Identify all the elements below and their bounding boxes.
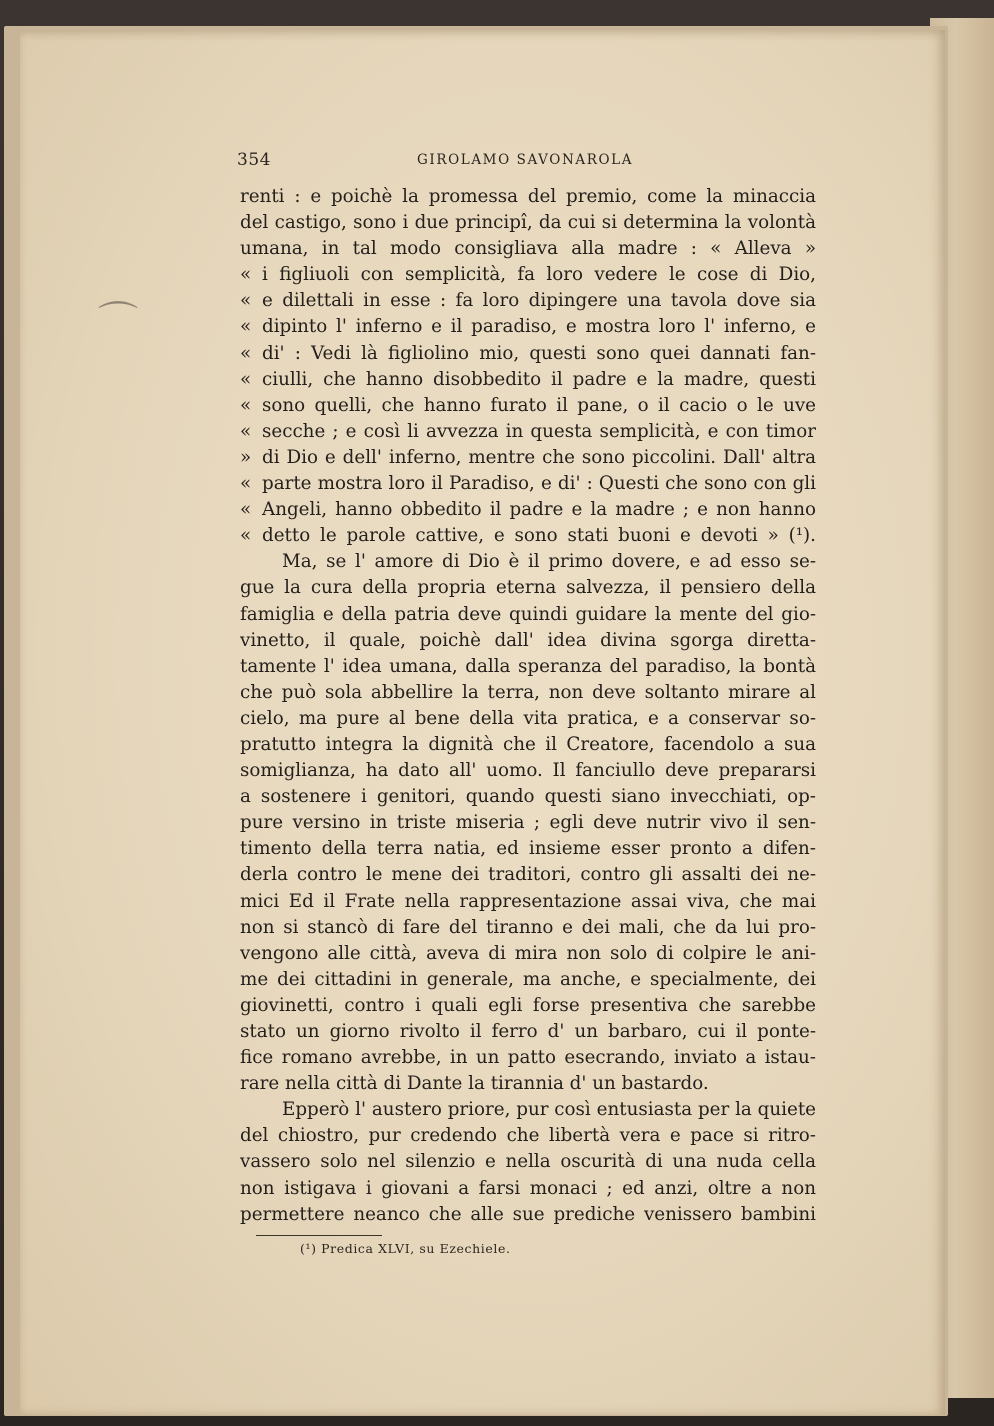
line-text: pure versino in triste miseria ; egli deve nutrir vivo il sen- (240, 812, 816, 834)
text-line (240, 575, 816, 601)
text-line (240, 680, 816, 706)
quote-mark: « (240, 473, 252, 495)
running-title: GIROLAMO SAVONAROLA (417, 152, 634, 168)
text-line (240, 549, 816, 575)
line-text: i figliuoli con semplicità, fa loro vedere le cose di Dio, (262, 264, 816, 286)
line-text: Angeli, hanno obbedito il padre e la madre ; e non hanno (262, 499, 816, 521)
line-text: di Dio e dell' inferno, mentre che sono piccolini. Dall' altra (262, 446, 816, 468)
line-text: dipinto l' inferno e il paradiso, e mostra loro l' inferno, e (262, 316, 816, 338)
text-line (240, 1071, 816, 1097)
text-line (240, 367, 816, 393)
text-line (240, 497, 816, 523)
text-line (240, 836, 816, 862)
line-text: fice romano avrebbe, in un patto esecrando, inviato a istau- (240, 1047, 816, 1069)
line-text: vinetto, il quale, poichè dall' idea divina sgorga diretta- (240, 629, 816, 651)
text-line (240, 393, 816, 419)
line-text: gue la cura della propria eterna salvezza, il pensiero della (240, 577, 816, 599)
line-text: timento della terra natia, ed insieme esser pronto a difen- (240, 838, 816, 860)
text-line (240, 602, 816, 628)
quote-mark: « (240, 264, 252, 286)
quote-mark: « (240, 316, 252, 338)
quote-mark: » (240, 446, 252, 468)
text-line (240, 1123, 816, 1149)
line-text: a sostenere i genitori, quando questi siano invecchiati, op- (240, 786, 816, 808)
footnote: (¹) Predica XLVI, su Ezechiele. (300, 1241, 511, 1256)
text-line (240, 1176, 816, 1202)
text-line (240, 915, 816, 941)
text-line (240, 810, 816, 836)
line-text: mici Ed il Frate nella rappresentazione assai viva, che mai (240, 890, 816, 912)
text-line (240, 419, 816, 445)
line-text: permettere neanco che alle sue prediche venissero bambini (240, 1203, 816, 1225)
quote-mark: « (240, 290, 252, 312)
line-text: Ma, se l' amore di Dio è il primo dovere, e ad esso se- (282, 551, 816, 573)
running-head (237, 150, 827, 174)
text-line (240, 288, 816, 314)
line-text: me dei cittadini in generale, ma anche, e specialmente, dei (240, 968, 816, 990)
text-line (240, 784, 816, 810)
text-line (240, 314, 816, 340)
text-line (240, 706, 816, 732)
line-text: secche ; e così li avvezza in questa semplicità, e con timor (262, 420, 816, 442)
text-line (240, 732, 816, 758)
margin-mark: ⌒ (98, 299, 138, 345)
text-line (240, 445, 816, 471)
quote-mark: « (240, 499, 252, 521)
quote-mark: « (240, 394, 252, 416)
text-line (240, 628, 816, 654)
line-text: non si stancò di fare del tiranno e dei mali, che da lui pro- (240, 916, 816, 938)
text-line (240, 654, 816, 680)
line-text: renti : e poichè la promessa del premio, come la minaccia (240, 186, 816, 207)
line-text: umana, in tal modo consigliava alla madre : « Alleva » (240, 238, 816, 260)
line-text: parte mostra loro il Paradiso, e di' : Questi che sono con gli (262, 473, 816, 495)
line-text: somiglianza, ha dato all' uomo. Il fanciullo deve prepararsi (240, 760, 816, 782)
text-line (240, 967, 816, 993)
text-line (240, 1019, 816, 1045)
text-line (240, 262, 816, 288)
text-line (240, 1097, 816, 1123)
body-text (240, 184, 816, 1228)
line-text: del castigo, sono i due principî, da cui si determina la volontà (240, 212, 816, 234)
line-text: del chiostro, pur credendo che libertà vera e pace si ritro- (240, 1125, 816, 1147)
text-line (240, 1045, 816, 1071)
line-text: famiglia e della patria deve quindi guidare la mente del gio- (240, 603, 816, 625)
text-line (240, 862, 816, 888)
line-text: che può sola abbellire la terra, non deve soltanto mirare al (240, 681, 816, 703)
footnote-rule (256, 1235, 382, 1236)
text-line (240, 1202, 816, 1228)
quote-mark: « (240, 342, 252, 364)
line-text: e dilettali in esse : fa loro dipingere una tavola dove sia (262, 290, 816, 312)
page-number: 354 (237, 150, 271, 170)
line-text: vassero solo nel silenzio e nella oscurità di una nuda cella (240, 1151, 816, 1173)
text-line (240, 471, 816, 497)
line-text: vengono alle città, aveva di mira non solo di colpire le ani- (240, 942, 816, 964)
line-text: di' : Vedi là figliolino mio, questi sono quei dannati fan- (262, 342, 816, 364)
text-line (240, 941, 816, 967)
line-text: non istigava i giovani a farsi monaci ; ed anzi, oltre a non (240, 1177, 816, 1199)
text-line (240, 210, 816, 236)
text-line (240, 758, 816, 784)
text-line (240, 236, 816, 262)
quote-mark: « (240, 368, 252, 390)
line-text: detto le parole cattive, e sono stati buoni e devoti » (¹). (262, 525, 816, 547)
text-line (240, 341, 816, 367)
line-text: ciulli, che hanno disobbedito il padre e la madre, questi (262, 368, 816, 390)
line-text: pratutto integra la dignità che il Creatore, facendolo a sua (240, 733, 816, 755)
line-text: cielo, ma pure al bene della vita pratica, e a conservar so- (240, 707, 816, 729)
text-line (240, 184, 816, 210)
text-line (240, 889, 816, 915)
text-line (240, 523, 816, 549)
line-text: rare nella città di Dante la tirannia d' un bastardo. (240, 1073, 709, 1095)
line-text: giovinetti, contro i quali egli forse presentiva che sarebbe (240, 994, 816, 1016)
quote-mark: « (240, 525, 252, 547)
line-text: sono quelli, che hanno furato il pane, o il cacio o le uve (262, 394, 816, 416)
quote-mark: « (240, 420, 252, 442)
line-text: Epperò l' austero priore, pur così entusiasta per la quiete (282, 1099, 816, 1121)
line-text: stato un giorno rivolto il ferro d' un barbaro, cui il ponte- (240, 1021, 816, 1042)
line-text: tamente l' idea umana, dalla speranza del paradiso, la bontà (240, 655, 816, 677)
line-text: derla contro le mene dei traditori, contro gli assalti dei ne- (240, 864, 816, 886)
text-line (240, 993, 816, 1019)
text-line (240, 1149, 816, 1175)
